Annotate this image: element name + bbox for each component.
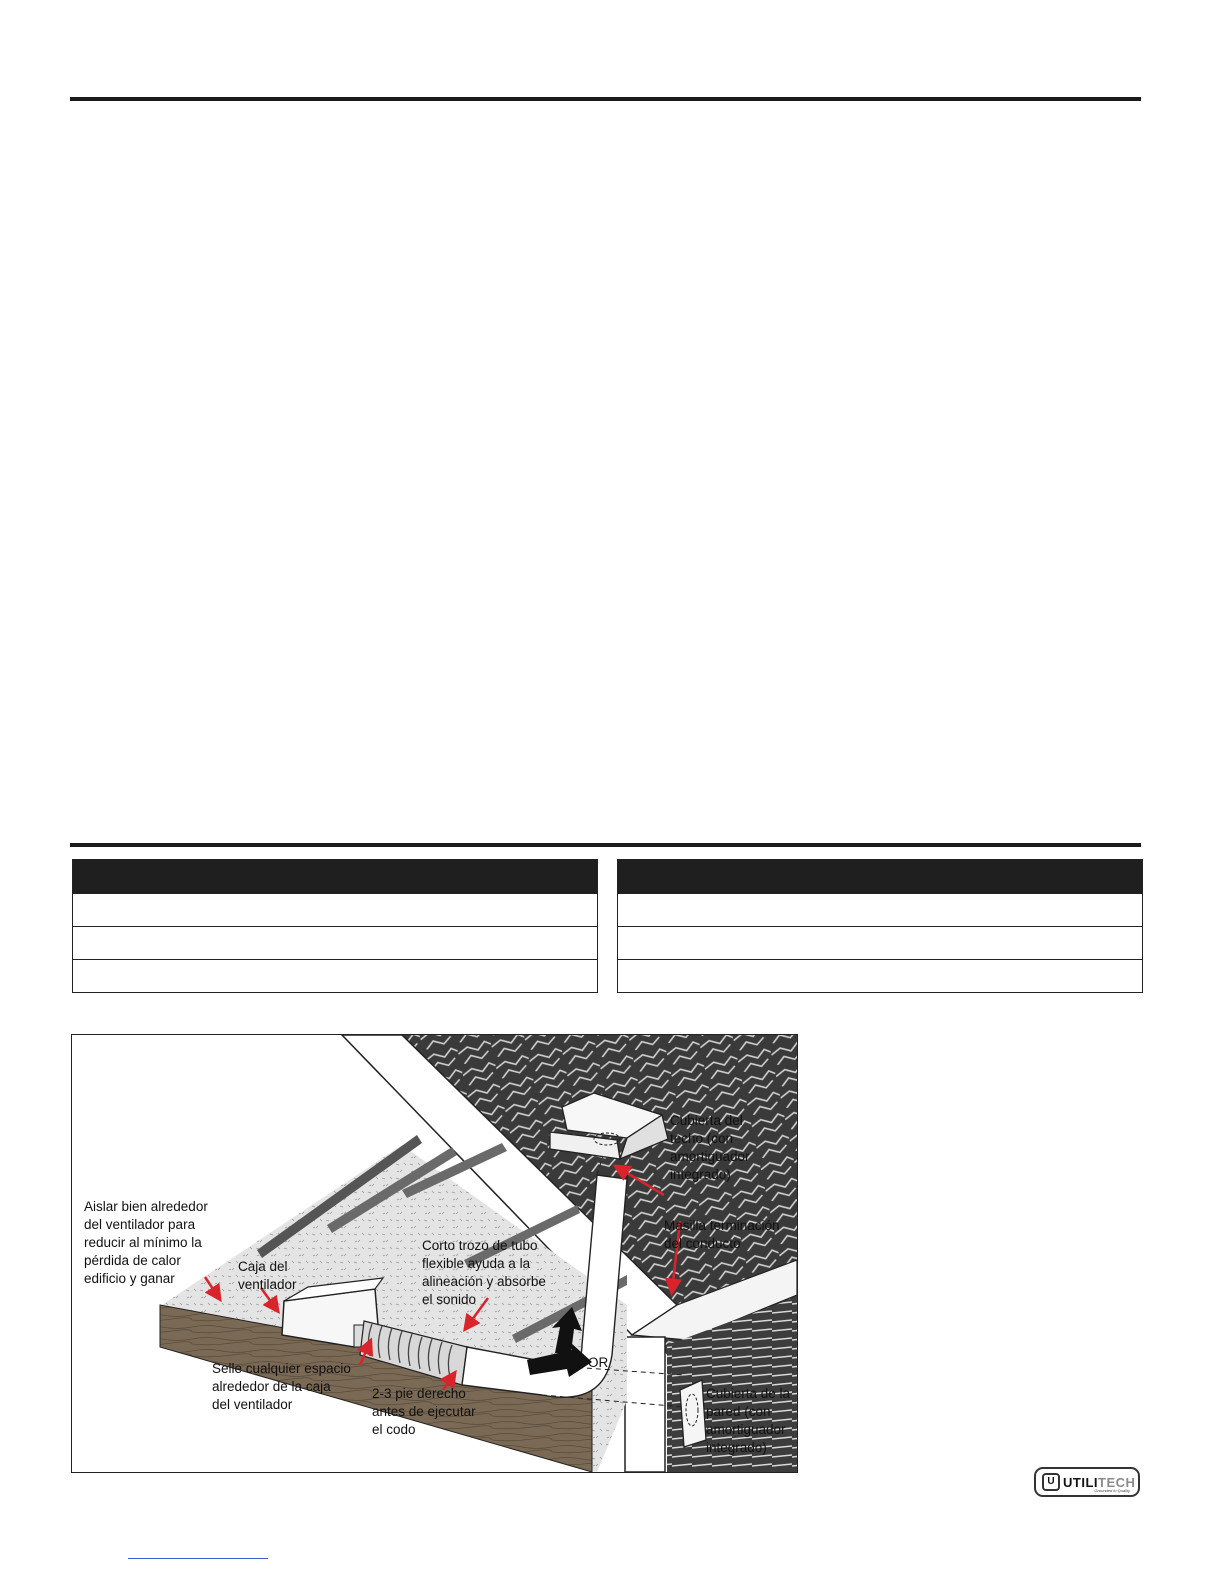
spec-table-right: [617, 859, 1143, 993]
section-rule: [70, 843, 1141, 847]
spec-table-left-header: [73, 860, 597, 893]
footer-link-underline[interactable]: [128, 1558, 268, 1559]
spec-table-right-header: [618, 860, 1142, 893]
label-seal-gaps: Selle cualquier espacio alrededor de la caja del ventilador: [212, 1361, 351, 1412]
utilitech-logo: [1034, 1467, 1140, 1497]
spec-table-left-row: [73, 893, 597, 926]
spec-table-left-row: [73, 926, 597, 959]
top-rule: [70, 97, 1141, 101]
spec-table-left-row: [73, 959, 597, 992]
logo-tagline: Grounded in Quality: [1094, 1488, 1130, 1493]
logo-mark: U: [1042, 1473, 1060, 1491]
spec-table-right-row: [618, 926, 1142, 959]
label-duct-mastic: Masilla terminación del conducto: [664, 1218, 780, 1251]
spec-table-left: [72, 859, 598, 993]
label-or: OR: [588, 1355, 609, 1370]
label-flex-duct: Corto trozo de tubo flexible ayuda a la alineación y absorbe el sonido: [422, 1238, 546, 1307]
label-insulate: Aislar bien alrededor del ventilador para reducir al mínimo la pérdida de calor edificio y ganar: [84, 1199, 208, 1286]
label-fan-housing: Caja del ventilador: [238, 1259, 297, 1292]
label-roof-cap: Cubierta del techo (con amortiguador integrado): [670, 1113, 750, 1182]
label-straight-run: 2-3 pie derecho antes de ejecutar el codo: [372, 1386, 476, 1437]
spec-table-right-row: [618, 959, 1142, 992]
wall-cap: [680, 1380, 706, 1447]
spec-table-right-row: [618, 893, 1142, 926]
logo-wordmark: UTILITECH: [1063, 1474, 1136, 1490]
label-wall-cap: Cubierta de la pared (con amortiguador integrado): [706, 1386, 791, 1455]
installation-diagram: [71, 1034, 798, 1473]
